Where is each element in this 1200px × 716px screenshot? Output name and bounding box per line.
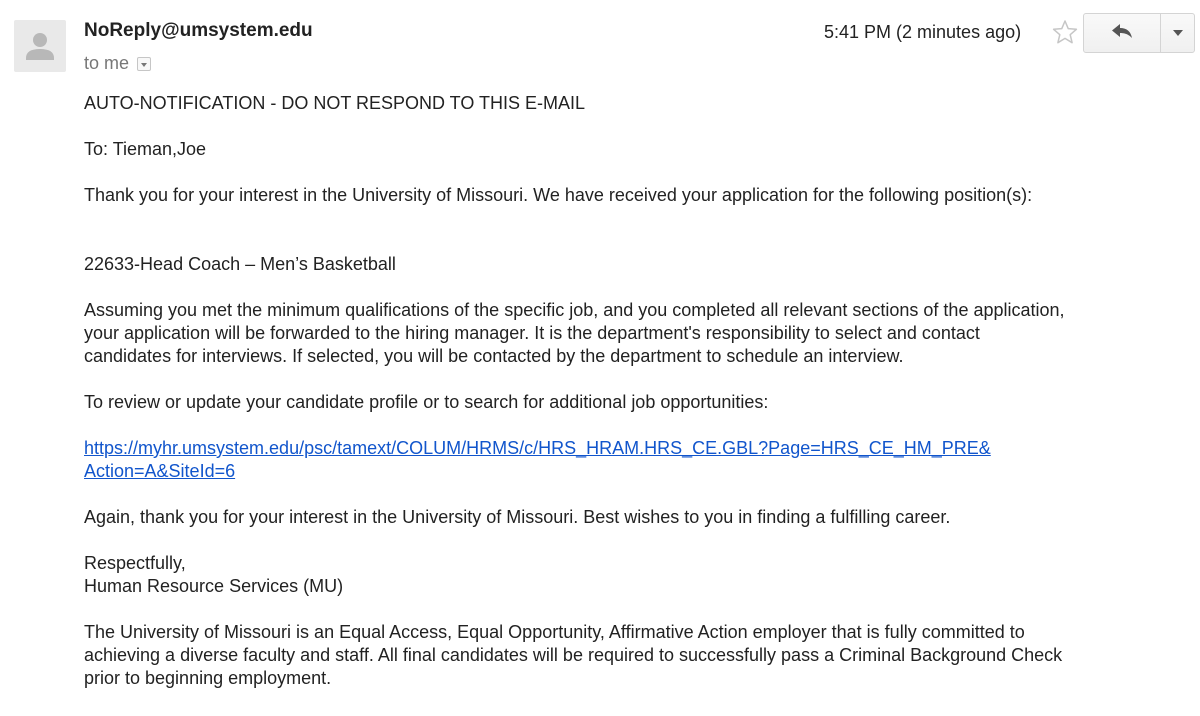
message-timestamp: 5:41 PM (2 minutes ago) xyxy=(824,22,1022,42)
dropdown-caret-icon[interactable] xyxy=(137,57,151,71)
recipient-row xyxy=(84,53,151,74)
chevron-down-icon xyxy=(1173,30,1183,36)
sender-avatar-icon[interactable] xyxy=(14,20,66,72)
qualifications-line: Assuming you met the minimum qualifications of the specific job, and you completed all relevant sections of the application, xyxy=(84,300,1065,320)
qualifications-line: your application will be forwarded to the hiring manager. It is the department's responsibility to select and contact xyxy=(84,323,980,343)
reply-button[interactable] xyxy=(1084,14,1161,52)
message-body xyxy=(84,92,1184,690)
qualifications-line: candidates for interviews. If selected, you will be contacted by the department to schedule an interview. xyxy=(84,346,904,366)
eeo-line: prior to beginning employment. xyxy=(84,668,332,688)
closing-thanks: Again, thank you for your interest in the University of Missouri. Best wishes to you in finding a fulfilling career. xyxy=(84,507,951,527)
auto-notification-notice: AUTO-NOTIFICATION - DO NOT RESPOND TO THIS E-MAIL xyxy=(84,93,586,113)
profile-link-line-2 xyxy=(84,460,1184,483)
recipient-label: to me xyxy=(84,53,130,73)
to-line: To: Tieman,Joe xyxy=(84,139,207,159)
profile-link-continued[interactable]: Action=A&SiteId=6 xyxy=(84,461,236,481)
sender-address[interactable]: NoReply@umsystem.edu xyxy=(84,20,313,41)
reply-arrow-icon xyxy=(1111,23,1133,44)
signoff: Respectfully, xyxy=(84,553,186,573)
profile-link-line-1 xyxy=(84,437,1184,460)
review-prompt: To review or update your candidate profile or to search for additional job opportunities: xyxy=(84,392,769,412)
star-outline-icon[interactable] xyxy=(1052,19,1078,45)
thanks-paragraph: Thank you for your interest in the University of Missouri. We have received your application for the following position(s): xyxy=(84,185,1033,205)
profile-link[interactable]: https://myhr.umsystem.edu/psc/tamext/COLUM/HRMS/c/HRS_HRAM.HRS_CE.GBL?Page=HRS_CE_HM_PRE& xyxy=(84,438,991,458)
message-actions xyxy=(1083,13,1195,53)
more-options-button[interactable] xyxy=(1161,14,1194,52)
position-title: 22633-Head Coach – Men’s Basketball xyxy=(84,254,396,274)
eeo-line: The University of Missouri is an Equal Access, Equal Opportunity, Affirmative Action employer that is fully committed to xyxy=(84,622,1025,642)
eeo-line: achieving a diverse faculty and staff. All final candidates will be required to successfully pass a Criminal Background Check xyxy=(84,645,1063,665)
signature: Human Resource Services (MU) xyxy=(84,576,344,596)
